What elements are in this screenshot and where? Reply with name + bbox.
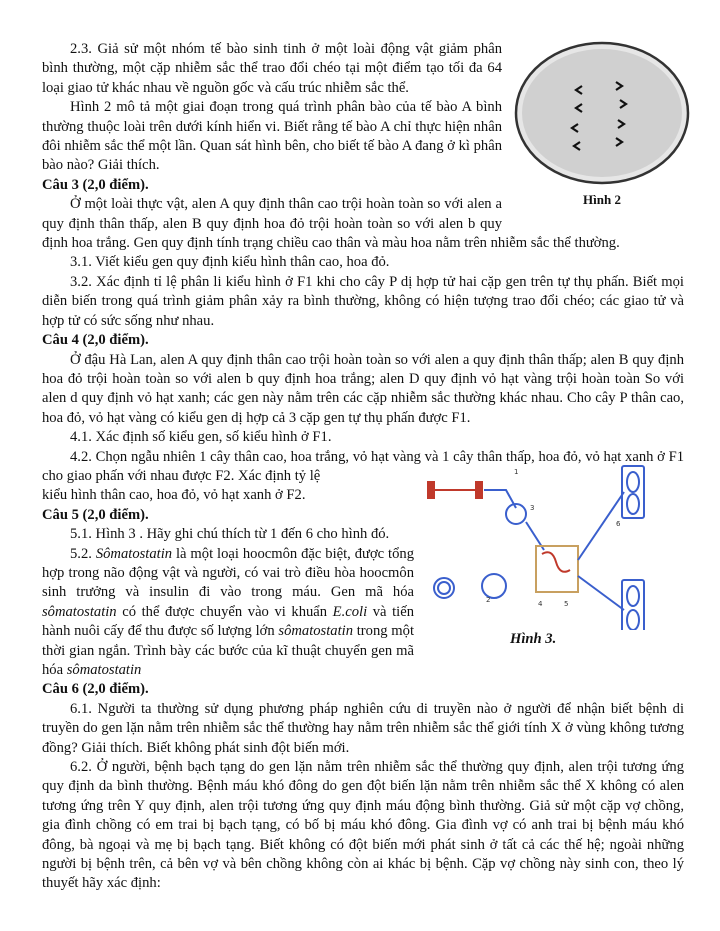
q4-2b: kiểu hình thân cao, hoa đỏ, vỏ hạt xanh ở F2.	[42, 487, 306, 504]
fig3-label-3: 3	[530, 504, 535, 512]
somatostatin-term: sômatostatin	[42, 603, 117, 620]
figure-2	[512, 38, 692, 214]
q5-heading: Câu 5 (2,0 điểm).	[42, 506, 149, 523]
q5-2-text-d: trong một thời gian ngắn. Trình bày các bước của kĩ thuật chuyển gen mã hóa	[42, 623, 414, 678]
q2-3-paragraph-2: Hình 2 mô tả một giai đoạn trong quá trình phân bào của tế bào A bình thường thuộc loài trên dưới kính hiển vi. Biết rằng tế bào A chỉ thực hiện nhân đôi nhiễm sắc thể một lần. Quan sát hình bên, cho biết tế bào A đang ở kì phân bào nào? Giải thích.	[42, 99, 502, 174]
q5-2-text-c: và tiến hành nuôi cấy để thu được số lượng lớn	[42, 603, 414, 640]
figure-3-caption: Hình 3.	[510, 631, 557, 647]
somatostatin-term: sômatostatin	[278, 623, 353, 640]
q5-1: 5.1. Hình 3 . Hãy ghi chú thích từ 1 đến 6 cho hình đó.	[70, 526, 390, 543]
q4-intro: Ở đậu Hà Lan, alen A quy định thân cao trội hoàn toàn so với alen a quy định thân thấp; alen B quy định hoa đỏ trội hoàn toàn so với alen b quy định hoa trắng; alen D quy định vỏ hạt vàng trội hoàn toàn So với alen d quy định vỏ hạt xanh; các gen này nằm trên các cặp nhiễm sắc thường khác nhau. Cho cây P thân cao, hoa đỏ, vỏ hạt vàng có kiểu gen dị hợp cả 3 cặp gen tự thụ phấn được F1.	[42, 351, 684, 426]
figure-3	[414, 460, 704, 664]
q3-2: 3.2. Xác định tỉ lệ phân li kiểu hình ở F1 khi cho cây P dị hợp tử hai cặp gen trên tự thụ phấn. Biết mọi diễn biến trong quá trình giảm phân xảy ra bình thường, không có hiện tượng trao đổi chéo; các giao tử và hợp tử có sức sống như nhau.	[42, 273, 684, 329]
gene-transfer-diagram	[414, 460, 704, 630]
q4-heading: Câu 4 (2,0 điểm).	[42, 332, 149, 349]
q3-intro: Ở một loài thực vật, alen A quy định thân cao trội hoàn toàn so với alen a quy định thân thấp, alen B quy định hoa đỏ trội hoàn toàn so với alen b quy định hoa trắng. Gen quy định tính trạng chiều cao thân và màu hoa nằm trên nhiễm sắc thể thường.	[42, 196, 620, 252]
ecoli-term: E.coli	[332, 603, 368, 620]
q3-heading: Câu 3 (2,0 điểm).	[42, 176, 149, 193]
q4-2a: 4.2. Chọn ngẫu nhiên 1 cây thân cao, hoa trắng, vỏ hạt vàng và 1 cây thân thấp, hoa đỏ, vỏ hạt xanh ở F1 cho giao phấn với nhau được F2. Xác định tỷ lệ	[42, 448, 684, 484]
q6-1: 6.1. Người ta thường sử dụng phương pháp nghiên cứu di truyền nào ở người để nhận biết bệnh di truyền do gen lặn nằm trên nhiễm sắc thể thường hay nằm trên nhiễm sắc thể giới tính X ở vùng không tương đồng? Giải thích. Biết không phát sinh đột biến mới.	[42, 700, 684, 756]
q6-heading: Câu 6 (2,0 điểm).	[42, 681, 149, 698]
q4-1: 4.1. Xác định số kiểu gen, số kiểu hình ở F1.	[70, 429, 332, 446]
q2-3-paragraph-1: 2.3. Giả sử một nhóm tế bào sinh tinh ở một loài động vật giảm phân bình thường, một cặp nhiễm sắc thể trao đổi chéo tại một điểm tạo tối đa 64 loại giao tử khác nhau về nguồn gốc và cấu trúc nhiễm sắc thể.	[42, 41, 502, 96]
q5-2	[42, 545, 414, 681]
fig3-label-1: 1	[514, 468, 519, 476]
fig3-label-5: 5	[564, 600, 569, 608]
q3-1: 3.1. Viết kiểu gen quy định kiểu hình thân cao, hoa đỏ.	[70, 254, 390, 271]
fig3-label-2: 2	[486, 596, 491, 604]
figure-2-caption: Hình 2	[583, 192, 621, 207]
somatostatin-term: Sômatostatin	[95, 545, 173, 562]
somatostatin-term: sômatostatin	[66, 662, 142, 678]
cell-division-diagram	[512, 38, 692, 190]
q5-2-prefix: 5.2.	[70, 545, 96, 562]
fig3-label-6: 6	[616, 520, 621, 528]
fig3-label-4: 4	[538, 600, 543, 608]
document-page	[42, 40, 684, 894]
q5-2-text-b: có thể được chuyển vào vi khuẩn	[116, 603, 333, 620]
q5-2-text-a: là một loại hoocmôn đặc biệt, được tổng hợp trong não động vật và người, có vai trò điều hòa hoocmôn sinh trưởng và insulin đi vào trong máu. Gen mã hóa	[42, 545, 415, 601]
q6-2: 6.2. Ở người, bệnh bạch tạng do gen lặn nằm trên nhiễm sắc thể thường quy định, alen trội tương ứng quy định da bình thường. Bệnh máu khó đông do gen đột biến lặn nằm trên nhiễm sắc thể X không có alen tương ứng trên Y quy định, alen trội tương ứng quy định máu động bình thường. Giả sử một cặp vợ chồng, gia đình chồng có em trai bị bạch tạng, có bố bị máu khó đông. Gia đình vợ có anh trai bị bệnh máu khó đông, bà ngoại và mẹ bị bạch tạng. Biết không có đột biến mới phát sinh ở tất cả các thế hệ; ngoài những người bị bệnh trên, cả bên vợ và bên chồng không còn ai khác bị bệnh. Cặp vợ chồng này sinh con, theo lý thuyết hãy xác định:	[42, 759, 684, 892]
